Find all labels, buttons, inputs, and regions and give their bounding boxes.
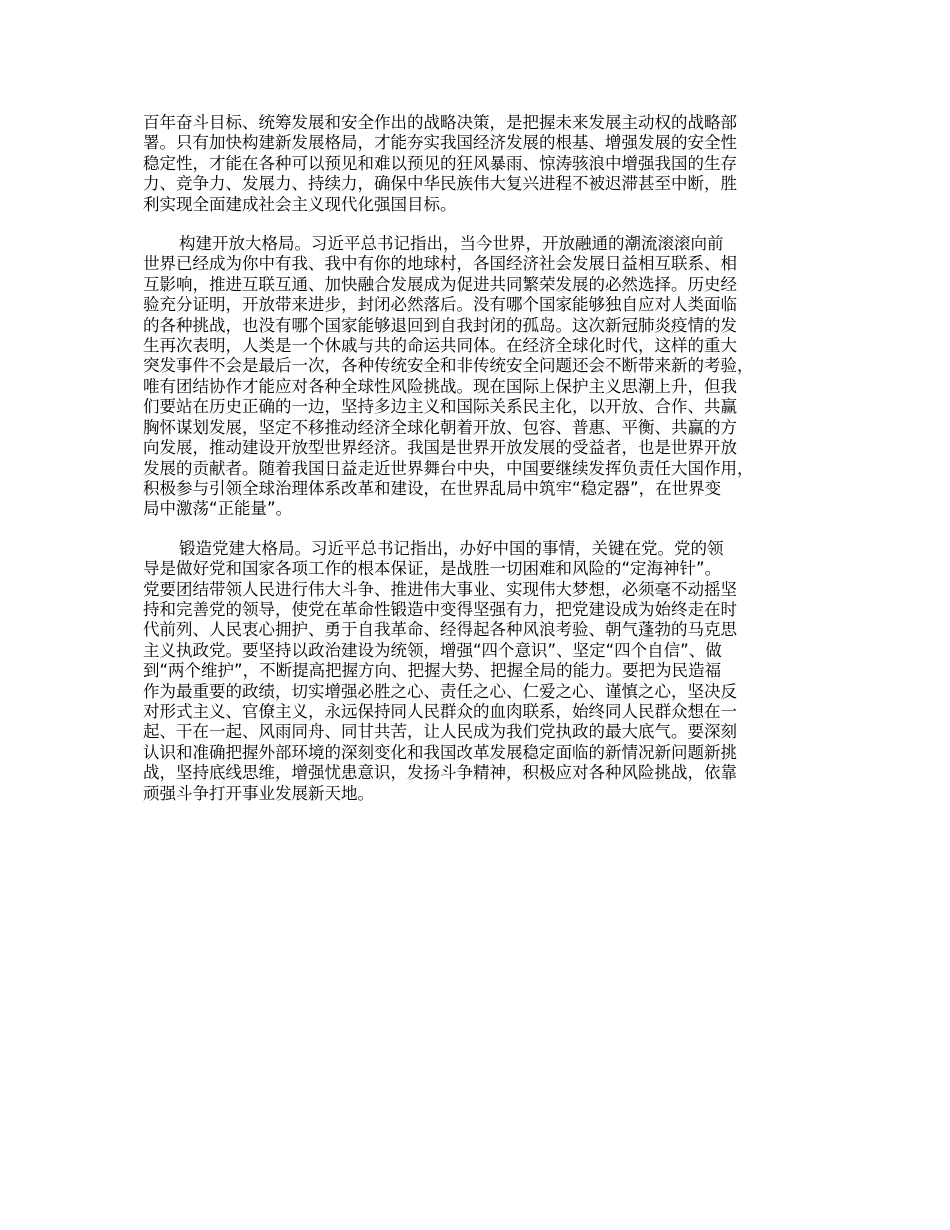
paragraph-2 xyxy=(143,234,833,520)
text-line: 署。只有加快构建新发展格局，才能夯实我国经济发展的根基、增强发展的安全性 xyxy=(143,133,737,153)
text-line: 导是做好党和国家各项工作的根本保证，是战胜一切困难和风险的“定海神针”。 xyxy=(143,559,722,579)
text-line: 们要站在历史正确的一边，坚持多边主义和国际关系民主化，以开放、合作、共赢 xyxy=(143,397,737,417)
text-line: 世界已经成为你中有我、我中有你的地球村，各国经济社会发展日益相互联系、相 xyxy=(143,254,737,274)
text-line: 胸怀谋划发展，坚定不移推动经济全球化朝着开放、包容、普惠、平衡、共赢的方 xyxy=(143,417,737,437)
paragraph-1 xyxy=(143,113,833,215)
document-body xyxy=(143,113,833,823)
text-line: 对形式主义、官僚主义，永远保持同人民群众的血肉联系，始终同人民群众想在一 xyxy=(143,701,737,721)
text-line: 生再次表明，人类是一个休戚与共的命运共同体。在经济全球化时代，这样的重大 xyxy=(143,336,737,356)
text-line: 战，坚持底线思维，增强忧患意识，发扬斗争精神，积极应对各种风险挑战，依靠 xyxy=(143,763,737,783)
text-line: 锻造党建大格局。习近平总书记指出，办好中国的事情，关键在党。党的领 xyxy=(179,538,724,558)
text-line: 发展的贡献者。随着我国日益走近世界舞台中央，中国要继续发挥负责任大国作用， xyxy=(143,458,754,478)
text-line: 顽强斗争打开事业发展新天地。 xyxy=(143,783,374,803)
text-line: 局中激荡“正能量”。 xyxy=(143,499,293,519)
text-line: 唯有团结协作才能应对各种全球性风险挑战。现在国际上保护主义思潮上升，但我 xyxy=(143,376,737,396)
paragraph-3 xyxy=(143,539,833,804)
text-line: 稳定性，才能在各种可以预见和难以预见的狂风暴雨、惊涛骇浪中增强我国的生存 xyxy=(143,153,737,173)
text-line: 利实现全面建成社会主义现代化强国目标。 xyxy=(143,194,457,214)
text-line: 党要团结带领人民进行伟大斗争、推进伟大事业、实现伟大梦想，必须毫不动摇坚 xyxy=(143,579,737,599)
text-line: 作为最重要的政绩，切实增强必胜之心、责任之心、仁爱之心、谨慎之心，坚决反 xyxy=(143,681,737,701)
text-line: 起、干在一起、风雨同舟、同甘共苦，让人民成为我们党执政的最大底气。要深刻 xyxy=(143,722,737,742)
text-line: 向发展，推动建设开放型世界经济。我国是世界开放发展的受益者，也是世界开放 xyxy=(143,438,737,458)
text-line: 的各种挑战，也没有哪个国家能够退回到自我封闭的孤岛。这次新冠肺炎疫情的发 xyxy=(143,315,737,335)
text-line: 主义执政党。要坚持以政治建设为统领，增强“四个意识”、坚定“四个自信”、做 xyxy=(143,640,722,660)
text-line: 积极参与引领全球治理体系改革和建设，在世界乱局中筑牢“稳定器”，在世界变 xyxy=(143,478,722,498)
text-line: 验充分证明，开放带来进步，封闭必然落后。没有哪个国家能够独自应对人类面临 xyxy=(143,295,737,315)
text-line: 构建开放大格局。习近平总书记指出，当今世界，开放融通的潮流滚滚向前 xyxy=(179,234,724,254)
text-line: 代前列、人民衷心拥护、勇于自我革命、经得起各种风浪考验、朝气蓬勃的马克思 xyxy=(143,620,737,640)
text-line: 认识和准确把握外部环境的深刻变化和我国改革发展稳定面临的新情况新问题新挑 xyxy=(143,742,737,762)
text-line: 百年奋斗目标、统筹发展和安全作出的战略决策，是把握未来发展主动权的战略部 xyxy=(143,113,737,132)
text-line: 突发事件不会是最后一次，各种传统安全和非传统安全问题还会不断带来新的考验， xyxy=(143,356,754,376)
text-line: 力、竞争力、发展力、持续力，确保中华民族伟大复兴进程不被迟滞甚至中断，胜 xyxy=(143,174,737,194)
text-line: 互影响，推进互联互通、加快融合发展成为促进共同繁荣发展的必然选择。历史经 xyxy=(143,274,737,294)
text-line: 持和完善党的领导，使党在革命性锻造中变得坚强有力，把党建设成为始终走在时 xyxy=(143,599,737,619)
text-line: 到“两个维护”，不断提高把握方向、把握大势、把握全局的能力。要把为民造福 xyxy=(143,661,722,681)
